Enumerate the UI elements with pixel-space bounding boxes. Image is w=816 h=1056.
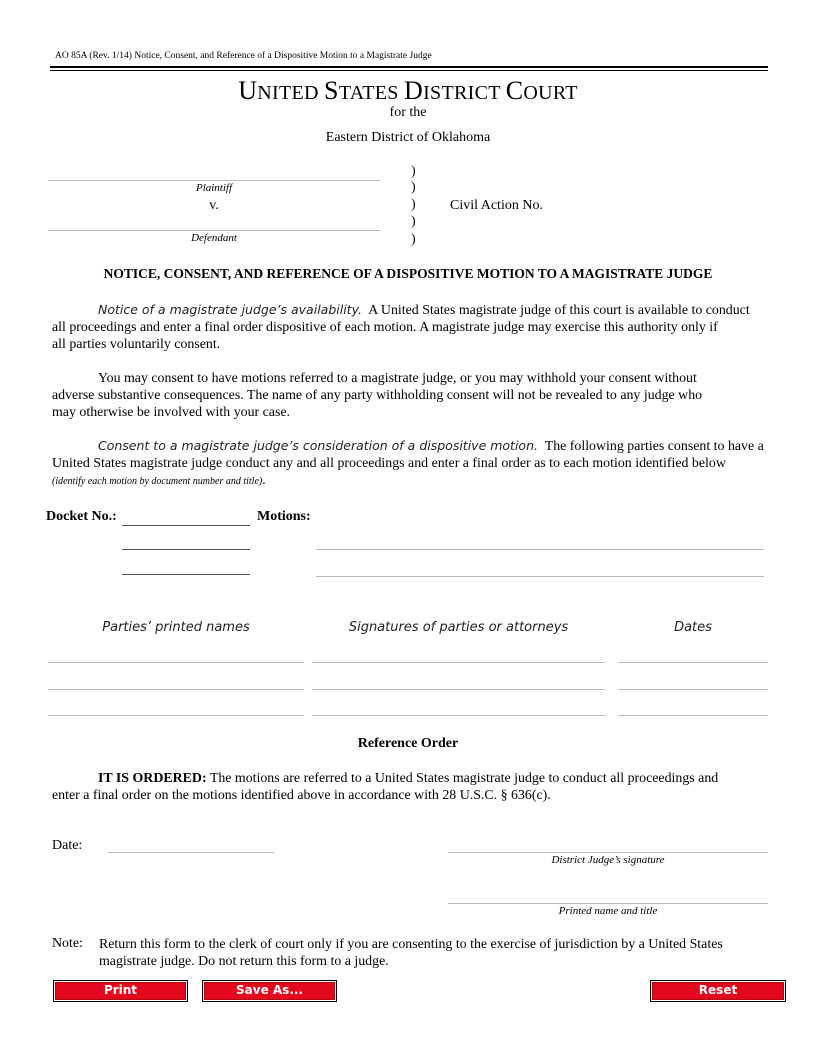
docket-label: Docket No.: [46, 509, 117, 524]
plaintiff-field[interactable] [48, 180, 380, 181]
form-code: AO 85A (Rev. 1/14) Notice, Consent, and Reference of a Dispositive Motion to a Magistrate Judge [55, 51, 432, 61]
print-button[interactable]: Print [53, 980, 188, 1002]
date-field[interactable] [618, 689, 768, 690]
docket-field[interactable] [122, 549, 250, 550]
district-name: Eastern District of Oklahoma [325, 130, 491, 145]
motion-field[interactable] [316, 549, 764, 550]
party-name-field[interactable] [48, 689, 304, 690]
defendant-label: Defendant [191, 232, 237, 244]
docket-field[interactable] [122, 574, 250, 575]
consent-lead: Consent to a magistrate judge’s consideration of a dispositive motion [98, 438, 535, 453]
ordered-lead: IT IS ORDERED: [98, 771, 207, 786]
caption-paren: ) [411, 164, 416, 179]
plaintiff-label: Plaintiff [195, 182, 233, 194]
col-dates: Dates [674, 620, 712, 635]
defendant-field[interactable] [48, 230, 380, 231]
header-rule-thin [50, 70, 768, 71]
printed-name-field[interactable] [448, 903, 768, 904]
notice-lead: Notice of a magistrate judge’s availability [98, 302, 359, 317]
civil-action-label: Civil Action No. [450, 198, 543, 213]
date-field[interactable] [618, 715, 768, 716]
save-as-button[interactable]: Save As... [202, 980, 337, 1002]
motions-label: Motions: [257, 509, 311, 524]
signature-field[interactable] [312, 715, 605, 716]
notice-paragraph: Notice of a magistrate judge’s availability. A United States magistrate judge of this court is available to conduct all proceedings and enter a final order dispositive of each motion. A magistrate judge may exercise this authority only if all parties voluntarily consent. [52, 302, 750, 352]
consent-paragraph: Consent to a magistrate judge’s consideration of a dispositive motion. The following parties consent to have a United States magistrate judge conduct any and all proceedings and enter a final order as to each motion identified below (identify each motion by document number and title). [52, 438, 764, 488]
identify-note: (identify each motion by document number and title) [52, 476, 263, 487]
versus: v. [209, 198, 219, 213]
note-text: Return this form to the clerk of court only if you are consenting to the exercise of jurisdiction by a United States magistrate judge. Do not return this form to a judge. [99, 937, 723, 969]
judge-signature-field[interactable] [448, 852, 768, 853]
caption-paren: ) [411, 180, 416, 195]
signature-field[interactable] [312, 662, 605, 663]
ordered-paragraph: IT IS ORDERED: The motions are referred to a United States magistrate judge to conduct all proceedings and enter a final order on the motions identified above in accordance with 28 U.S.C. § 636(c). [52, 771, 719, 803]
header-rule-thick [50, 66, 768, 68]
for-the: for the [389, 105, 427, 120]
court-title: UNITED STATES DISTRICT COURT [238, 76, 578, 105]
party-name-field[interactable] [48, 715, 304, 716]
form-heading: NOTICE, CONSENT, AND REFERENCE OF A DISPOSITIVE MOTION TO A MAGISTRATE JUDGE [103, 266, 713, 281]
reference-order-heading: Reference Order [357, 736, 459, 751]
motion-field[interactable] [316, 576, 764, 577]
col-signatures: Signatures of parties or attorneys [348, 620, 569, 635]
printed-name-label: Printed name and title [558, 905, 658, 917]
reset-button[interactable]: Reset [650, 980, 786, 1002]
party-name-field[interactable] [48, 662, 304, 663]
caption-paren: ) [411, 214, 416, 229]
col-parties-names: Parties’ printed names [102, 620, 250, 635]
judge-signature-label: District Judge’s signature [551, 854, 665, 866]
docket-field[interactable] [122, 525, 250, 526]
signature-field[interactable] [312, 689, 605, 690]
order-date-field[interactable] [108, 852, 274, 853]
date-field[interactable] [618, 662, 768, 663]
caption-paren: ) [411, 197, 416, 212]
note-label: Note: [52, 936, 83, 951]
caption-paren: ) [411, 232, 416, 247]
date-label: Date: [52, 838, 83, 853]
withhold-paragraph: You may consent to have motions referred to a magistrate judge, or you may withhold your consent without adverse substantive consequences. The name of any party withholding consent will not be revealed to any judge who may otherwise be involved with your case. [52, 371, 703, 420]
